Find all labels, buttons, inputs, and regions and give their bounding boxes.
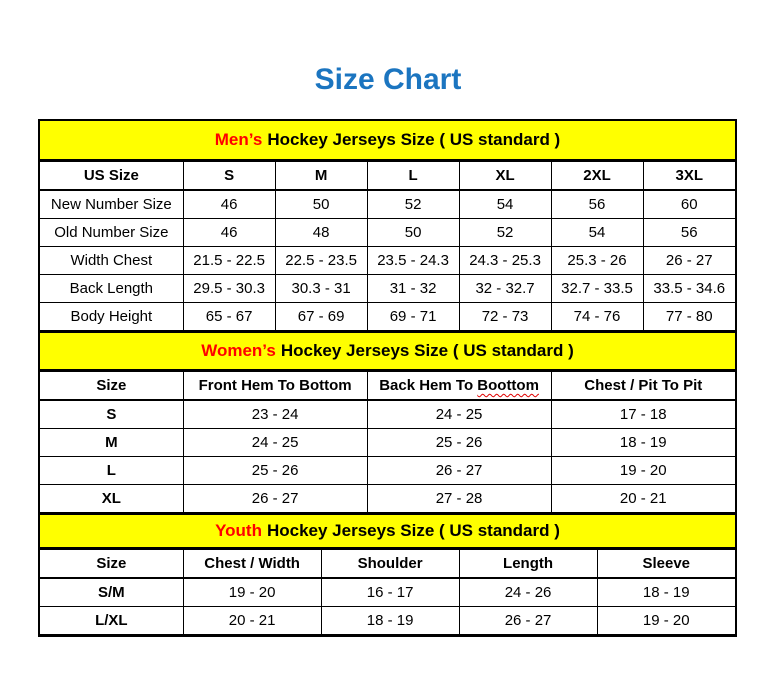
size-value-cell: 30.3 - 31	[275, 275, 367, 303]
size-value-cell: 19 - 20	[183, 578, 321, 607]
table-row	[40, 247, 735, 275]
size-value-cell: 46	[183, 219, 275, 247]
youth-section	[40, 513, 735, 635]
youth-header-text: Hockey Jerseys Size ( US standard )	[266, 521, 560, 540]
column-header: XL	[459, 162, 551, 191]
header-row	[40, 162, 735, 191]
size-value-cell: 29.5 - 30.3	[183, 275, 275, 303]
size-value-cell: 54	[551, 219, 643, 247]
column-header: Back Hem To Boottom	[367, 372, 551, 401]
size-value-cell: 69 - 71	[367, 303, 459, 331]
size-value-cell: 46	[183, 190, 275, 219]
column-header: 2XL	[551, 162, 643, 191]
size-value-cell: 25 - 26	[367, 429, 551, 457]
column-header: Size	[40, 372, 183, 401]
size-value-cell: 56	[551, 190, 643, 219]
mens-header-highlight: Men’s	[214, 130, 263, 149]
table-row	[40, 190, 735, 219]
mens-section-header	[40, 121, 735, 161]
table-row	[40, 607, 735, 635]
table-row	[40, 303, 735, 331]
row-label: New Number Size	[40, 190, 183, 219]
column-header: Chest / Pit To Pit	[551, 372, 735, 401]
table-row	[40, 485, 735, 513]
size-value-cell: 26 - 27	[183, 485, 367, 513]
size-value-cell: 18 - 19	[551, 429, 735, 457]
size-value-cell: 22.5 - 23.5	[275, 247, 367, 275]
size-value-cell: 26 - 27	[643, 247, 735, 275]
size-value-cell: 50	[275, 190, 367, 219]
size-value-cell: 17 - 18	[551, 400, 735, 429]
table-row	[40, 219, 735, 247]
column-header: Chest / Width	[183, 550, 321, 579]
column-header: M	[275, 162, 367, 191]
row-label: M	[40, 429, 183, 457]
size-value-cell: 67 - 69	[275, 303, 367, 331]
table-row	[40, 400, 735, 429]
womens-header-highlight: Women’s	[201, 341, 276, 360]
size-value-cell: 20 - 21	[551, 485, 735, 513]
row-label: S	[40, 400, 183, 429]
size-value-cell: 19 - 20	[551, 457, 735, 485]
size-value-cell: 52	[459, 219, 551, 247]
size-value-cell: 24 - 25	[367, 400, 551, 429]
misspelled-word: Boottom	[477, 377, 539, 394]
youth-section-header	[40, 513, 735, 549]
column-header: Shoulder	[321, 550, 459, 579]
size-value-cell: 21.5 - 22.5	[183, 247, 275, 275]
womens-header-text: Hockey Jerseys Size ( US standard )	[280, 341, 574, 360]
table-row	[40, 429, 735, 457]
size-value-cell: 32.7 - 33.5	[551, 275, 643, 303]
size-value-cell: 20 - 21	[183, 607, 321, 635]
column-header: Sleeve	[597, 550, 735, 579]
table-row	[40, 457, 735, 485]
size-value-cell: 77 - 80	[643, 303, 735, 331]
size-value-cell: 74 - 76	[551, 303, 643, 331]
size-value-cell: 72 - 73	[459, 303, 551, 331]
column-header: Size	[40, 550, 183, 579]
size-value-cell: 50	[367, 219, 459, 247]
womens-section-header	[40, 331, 735, 371]
row-label: L/XL	[40, 607, 183, 635]
row-label: Old Number Size	[40, 219, 183, 247]
column-header: Front Hem To Bottom	[183, 372, 367, 401]
size-value-cell: 26 - 27	[367, 457, 551, 485]
womens-section	[40, 331, 735, 513]
size-value-cell: 52	[367, 190, 459, 219]
mens-header-text: Hockey Jerseys Size ( US standard )	[267, 130, 561, 149]
row-label: S/M	[40, 578, 183, 607]
size-value-cell: 65 - 67	[183, 303, 275, 331]
column-header: 3XL	[643, 162, 735, 191]
size-value-cell: 23 - 24	[183, 400, 367, 429]
size-value-cell: 25.3 - 26	[551, 247, 643, 275]
row-label: L	[40, 457, 183, 485]
header-row	[40, 550, 735, 579]
size-value-cell: 25 - 26	[183, 457, 367, 485]
size-value-cell: 18 - 19	[321, 607, 459, 635]
size-value-cell: 56	[643, 219, 735, 247]
youth-size-table	[40, 549, 735, 635]
size-value-cell: 23.5 - 24.3	[367, 247, 459, 275]
size-value-cell: 48	[275, 219, 367, 247]
mens-section	[40, 121, 735, 331]
column-header: US Size	[40, 162, 183, 191]
womens-size-table	[40, 371, 735, 513]
table-row	[40, 578, 735, 607]
row-label: XL	[40, 485, 183, 513]
size-value-cell: 24 - 26	[459, 578, 597, 607]
size-value-cell: 27 - 28	[367, 485, 551, 513]
size-value-cell: 19 - 20	[597, 607, 735, 635]
size-value-cell: 31 - 32	[367, 275, 459, 303]
row-label: Back Length	[40, 275, 183, 303]
size-value-cell: 60	[643, 190, 735, 219]
column-header: L	[367, 162, 459, 191]
size-value-cell: 26 - 27	[459, 607, 597, 635]
size-value-cell: 33.5 - 34.6	[643, 275, 735, 303]
column-header: S	[183, 162, 275, 191]
row-label: Body Height	[40, 303, 183, 331]
header-row	[40, 372, 735, 401]
mens-size-table	[40, 161, 735, 331]
page-title: Size Chart	[314, 63, 462, 96]
youth-header-highlight: Youth	[215, 521, 262, 540]
size-value-cell: 32 - 32.7	[459, 275, 551, 303]
row-label: Width Chest	[40, 247, 183, 275]
size-value-cell: 24.3 - 25.3	[459, 247, 551, 275]
size-value-cell: 24 - 25	[183, 429, 367, 457]
size-value-cell: 16 - 17	[321, 578, 459, 607]
column-header: Length	[459, 550, 597, 579]
table-row	[40, 275, 735, 303]
size-value-cell: 18 - 19	[597, 578, 735, 607]
size-value-cell: 54	[459, 190, 551, 219]
size-chart	[38, 119, 737, 637]
